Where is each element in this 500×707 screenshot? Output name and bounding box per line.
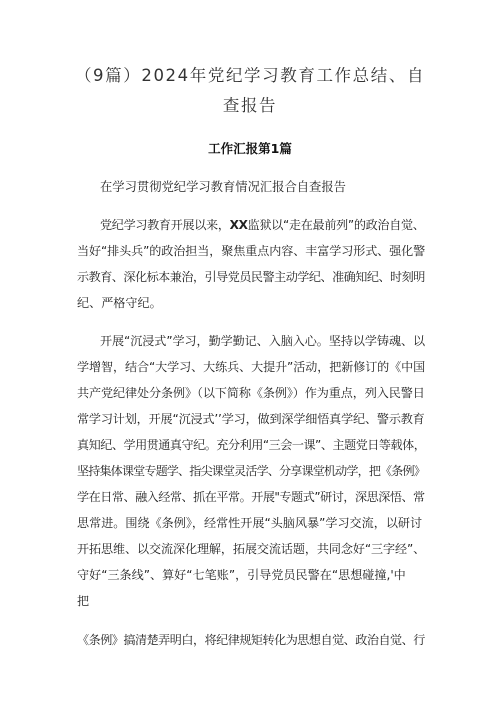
report-subtitle: 在学习贯彻党纪学习教育情况汇报合自查报告: [100, 180, 346, 194]
paragraph-2-line-2: 学增智，结合“大学习、大练兵、大提升”活动，把新修订的《中国: [77, 360, 426, 374]
paragraph-3-line-1: 《条例》搞清楚弄明白，将纪律规矩转化为思想自觉、政治自觉、行: [77, 633, 425, 647]
paragraph-1-line-1-post: 监狱以“走在最前列”的政治自觉、: [247, 218, 425, 232]
paragraph-2-line-4: 常学习计划，开展“沉浸式’’学习，做到深学细悟真学纪、警示教育: [77, 412, 425, 426]
paragraph-2-line-5: 真知纪、学用贯通真守纪。充分利用“三会一课”、主题党日等载体，: [77, 438, 426, 452]
paragraph-2-line-11: 把: [77, 594, 90, 608]
paragraph-2-line-10: 守好“三条线”、算好“七笔账”，引导党员民警在“思想碰撞,'中: [77, 568, 406, 582]
section-heading: 工作汇报第1篇: [208, 141, 292, 156]
paragraph-2-line-8: 思常进。围绕《条例》，经常性开展“头脑风暴”学习交流，以研讨: [77, 516, 423, 530]
paragraph-1-line-4: 纪、严格守纪。: [77, 296, 162, 310]
paragraph-1-line-1: [100, 216, 425, 234]
paragraph-2-line-9: 开拓思维、以交流深化理解，拓展交流话题，共同念好“三字经”、: [77, 542, 426, 556]
paragraph-1-line-1-pre: 党纪学习教育开展以来，: [100, 218, 230, 232]
paragraph-2-line-7: 学在日常、融入经常、抓在平常。开展"专题式”研讨，深思深悟、常: [77, 490, 425, 504]
paragraph-1-line-3: 示教育、深化标本兼治，引导党员民警主动学纪、准确知纪、时刻明: [77, 270, 425, 284]
paragraph-2-line-3: 共产党纪律处分条例》（以下简称《条例》）作为重点，列入民警日: [77, 386, 425, 400]
document-title-line-1: （9篇）2024年党纪学习教育工作总结、自: [74, 66, 426, 85]
paragraph-1-line-1-bold: XX: [229, 218, 248, 232]
paragraph-2-line-6: 坚持集体课堂专题学、指尖课堂灵活学、分享课堂机动学，把《条例》: [77, 464, 425, 478]
document-title-line-2: 查报告: [222, 96, 278, 115]
paragraph-1-line-2: 当好“排头兵”的政治担当，聚焦重点内容、丰富学习形式、强化警: [77, 244, 426, 258]
paragraph-2-line-1: 开展“沉浸式”学习，勤学勤记、入脑入心。坚持以学铸魂、以: [100, 334, 426, 348]
